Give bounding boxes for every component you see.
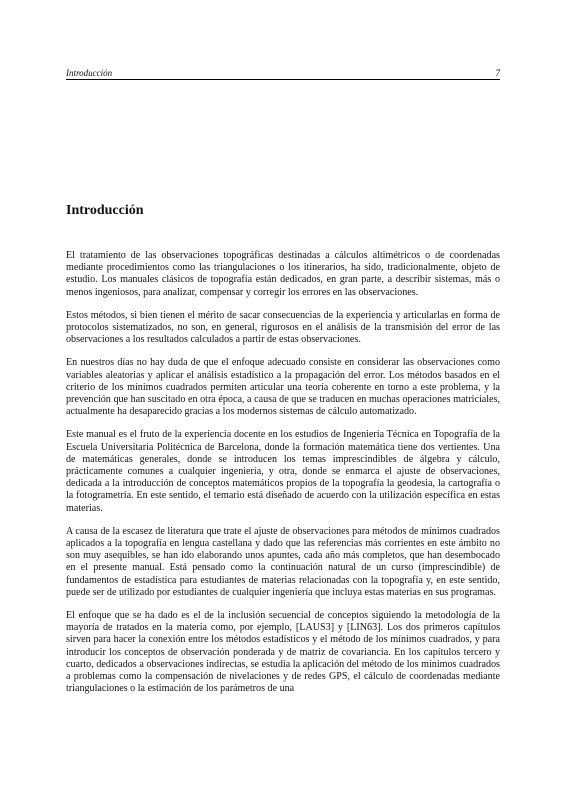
- paragraph: Este manual es el fruto de la experiencia docente en los estudios de Ingeniería Técnica en Topografía de la Escuela Universitaria Politécnica de Barcelona, donde la formación matemática tiene dos vertientes. Una de matemáticas generales, donde se introducen los temas imprescindibles de álgebra y cálculo, prácticamente comunes a cualquier ingeniería, y otra, donde se enmarca el ajuste de observaciones, dedicada a la introducción de conceptos matemáticos propios de la topografía la geodesia, la cartografía o la fotogrametría. En este sentido, el temario está diseñado de acuerdo con la utilización específica en estas materias.: [66, 429, 500, 514]
- header-section-title: Introducción: [66, 68, 113, 78]
- body-text: [66, 250, 500, 707]
- page-number: 7: [495, 68, 500, 78]
- paragraph: En nuestros días no hay duda de que el enfoque adecuado consiste en considerar las observaciones como variables aleatorias y aplicar el análisis estadístico a la propagación del error. Los métodos basados en el criterio de los mínimos cuadrados permiten articular una teoría coherente en torno a este problema, y la prevención que han suscitado en otra época, a causa de que se traducen en muchas operaciones matriciales, actualmente ha desaparecido gracias a los modernos sistemas de cálculo automatizado.: [66, 357, 500, 418]
- paragraph: A causa de la escasez de literatura que trate el ajuste de observaciones para métodos de mínimos cuadrados aplicados a la topografía en lengua castellana y dado que las referencias más corrientes en este ámbito no son muy asequibles, se han ido elaborando unos apuntes, cada año más completos, que han desembocado en el presente manual. Está pensado como la continuación natural de un curso (imprescindible) de fundamentos de estadística para estudiantes de materias relacionadas con la topografía y, en este sentido, puede ser de utilizado por estudiantes de cualquier ingeniería que incluya estas materias en sus programas.: [66, 525, 500, 598]
- paragraph: El tratamiento de las observaciones topográficas destinadas a cálculos altimétricos o de coordenadas mediante procedimientos como las triangulaciones o los itinerarios, ha sido, tradicionalmente, objeto de estudio. Los manuales clásicos de topografía están dedicados, en gran parte, a describir sistemas, más o menos ingeniosos, para analizar, compensar y corregir los errores en las observaciones.: [66, 250, 500, 298]
- paragraph: El enfoque que se ha dado es el de la inclusión secuencial de conceptos siguiendo la metodología de la mayoría de tratados en la materia como, por ejemplo, [LAUS3] y [LIN63]. Los dos primeros capítulos sirven para hacer la conexión entre los métodos estadísticos y el método de los mínimos cuadrados, y para introducir los conceptos de observación ponderada y de matriz de covariancia. En los capítulos tercero y cuarto, dedicados a observaciones indirectas, se estudia la aplicación del método de los mínimos cuadrados a problemas como la compensación de nivelaciones y de redes GPS, el cálculo de coordenadas mediante triangulaciones o la estimación de los parámetros de una: [66, 610, 500, 695]
- chapter-title: Introducción: [66, 203, 144, 218]
- running-header: [66, 68, 500, 80]
- paragraph: Estos métodos, si bien tienen el mérito de sacar consecuencias de la experiencia y articularlas en forma de protocolos sistematizados, no son, en general, rigurosos en el análisis de la transmisión del error de las observaciones a los resultados calculados a partir de estas observaciones.: [66, 309, 500, 346]
